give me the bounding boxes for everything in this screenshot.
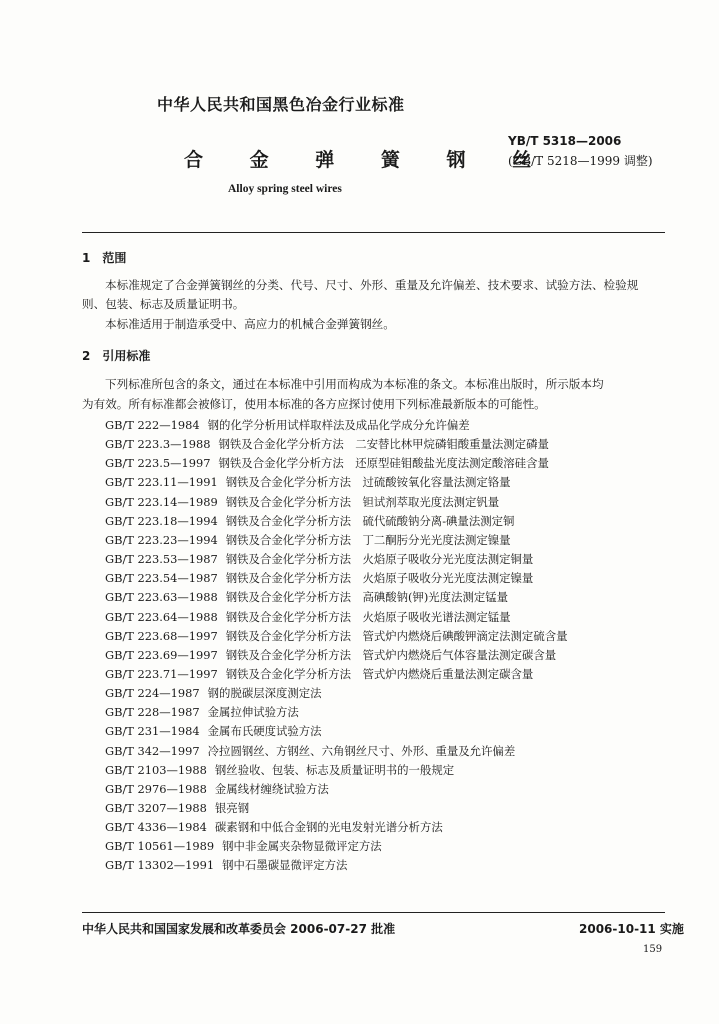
reference-title: 钢铁及合金化学分析方法 火焰原子吸收光谱法测定锰量 [225, 609, 511, 624]
reference-item [105, 589, 508, 607]
reference-code: GB/T 4336—1984 [105, 820, 207, 835]
reference-title: 钢铁及合金化学分析方法 火焰原子吸收分光光度法测定铜量 [225, 552, 534, 567]
reference-item [105, 800, 249, 818]
section-1-paragraph-line: 本标准规定了合金弹簧钢丝的分类、代号、尺寸、外形、重量及允许偏差、技术要求、试验方法、检验规 [105, 278, 639, 292]
reference-code: GB/T 223.3—1988 [105, 437, 211, 452]
page-number: 159 [643, 944, 663, 955]
reference-title: 钢铁及合金化学分析方法 管式炉内燃烧后重量法测定碳含量 [225, 666, 534, 681]
reference-item [105, 551, 533, 569]
reference-item [105, 474, 511, 492]
reference-item [105, 628, 568, 646]
reference-code: GB/T 2976—1988 [105, 781, 207, 796]
reference-title: 钢铁及合金化学分析方法 钽试剂萃取光度法测定钒量 [225, 494, 500, 509]
reference-title: 碳素钢和中低合金钢的光电发射光谱分析方法 [214, 820, 443, 835]
reference-title: 钢铁及合金化学分析方法 管式炉内燃烧后碘酸钾滴定法测定硫含量 [225, 628, 568, 643]
reference-item [105, 609, 511, 627]
reference-code: GB/T 223.18—1994 [105, 513, 218, 528]
section-2-heading: 2 引用标准 [82, 349, 151, 363]
industry-standard-heading: 中华人民共和国黑色冶金行业标准 [157, 95, 405, 114]
reference-code: GB/T 223.69—1997 [105, 647, 218, 662]
header-rule [82, 232, 665, 233]
reference-code: GB/T 228—1987 [105, 705, 200, 720]
reference-item [105, 532, 511, 550]
reference-item [105, 455, 549, 473]
reference-item [105, 685, 322, 703]
reference-title: 银亮钢 [214, 801, 250, 815]
reference-title: 钢铁及合金化学分析方法 火焰原子吸收分光光度法测定镍量 [225, 571, 534, 586]
section-2-paragraph-line: 下列标准所包含的条文，通过在本标准中引用而构成为本标准的条文。本标准出版时，所示版本均 [105, 377, 604, 391]
reference-title: 钢铁及合金化学分析方法 高碘酸钠(钾)光度法测定锰量 [225, 590, 509, 605]
reference-item [105, 743, 515, 761]
reference-code: GB/T 223.5—1997 [105, 456, 211, 471]
reference-title: 钢铁及合金化学分析方法 管式炉内燃烧后气体容量法测定碳含量 [225, 647, 557, 662]
reference-code: GB/T 223.53—1987 [105, 552, 218, 567]
reference-title: 钢铁及合金化学分析方法 过硫酸铵氧化容量法测定铬量 [225, 475, 511, 490]
reference-title: 钢铁及合金化学分析方法 还原型硅钼酸盐光度法测定酸溶硅含量 [218, 456, 549, 471]
standard-number: YB/T 5318—2006 [508, 134, 622, 148]
reference-title: 钢铁及合金化学分析方法 二安替比林甲烷磷钼酸重量法测定磷量 [218, 437, 549, 452]
reference-item [105, 570, 533, 588]
reference-item [105, 417, 470, 435]
section-1-heading: 1 范围 [82, 251, 127, 265]
reference-item [105, 436, 549, 454]
reference-title: 冷拉圆钢丝、方钢丝、六角钢丝尺寸、外形、重量及允许偏差 [207, 743, 516, 758]
reference-code: GB/T 2103—1988 [105, 762, 207, 777]
replaced-standard: (GB/T 5218—1999 调整) [508, 154, 653, 168]
reference-title: 钢中非金属夹杂物显微评定方法 [222, 839, 382, 854]
approval-issuer: 中华人民共和国国家发展和改革委员会 2006-07-27 批准 [82, 922, 396, 936]
reference-code: GB/T 3207—1988 [105, 801, 207, 815]
reference-item [105, 494, 499, 512]
effective-date: 2006-10-11 实施 [579, 922, 684, 936]
section-2-paragraph-line: 为有效。所有标准都会被修订，使用本标准的各方应探讨使用下列标准最新版本的可能性。 [82, 397, 546, 411]
reference-title: 金属拉伸试验方法 [207, 705, 299, 720]
reference-title: 金属线材缠绕试验方法 [214, 781, 329, 796]
document-title: 合 金 弹 簧 钢 丝 [184, 149, 552, 171]
reference-code: GB/T 223.64—1988 [105, 609, 218, 624]
reference-item [105, 647, 556, 665]
reference-code: GB/T 223.68—1997 [105, 628, 218, 643]
reference-item [105, 704, 299, 722]
reference-item [105, 838, 382, 856]
reference-title: 钢的脱碳层深度测定法 [207, 686, 322, 701]
document-english-title: Alloy spring steel wires [228, 183, 342, 195]
reference-item [105, 666, 533, 684]
reference-title: 钢的化学分析用试样取样法及成品化学成分允许偏差 [207, 418, 470, 432]
reference-code: GB/T 223.54—1987 [105, 571, 218, 586]
reference-code: GB/T 10561—1989 [105, 839, 215, 854]
reference-code: GB/T 231—1984 [105, 724, 200, 739]
reference-title: 钢铁及合金化学分析方法 硫代硫酸钠分离-碘量法测定铜 [225, 513, 515, 528]
reference-code: GB/T 223.63—1988 [105, 590, 218, 605]
section-1-paragraph-line: 则、包装、标志及质量证明书。 [82, 297, 245, 311]
reference-title: 钢中石墨碳显微评定方法 [222, 858, 348, 873]
reference-code: GB/T 342—1997 [105, 743, 200, 758]
reference-item [105, 513, 514, 531]
reference-item [105, 723, 322, 741]
reference-item [105, 857, 347, 875]
reference-code: GB/T 223.71—1997 [105, 666, 218, 681]
reference-title: 钢丝验收、包装、标志及质量证明书的一般规定 [214, 762, 455, 777]
reference-code: GB/T 224—1987 [105, 686, 200, 701]
reference-title: 钢铁及合金化学分析方法 丁二酮肟分光光度法测定镍量 [225, 532, 511, 547]
reference-item [105, 762, 454, 780]
footer-rule [82, 912, 665, 913]
reference-code: GB/T 13302—1991 [105, 858, 215, 873]
reference-code: GB/T 222—1984 [105, 418, 200, 432]
reference-item [105, 781, 329, 799]
reference-code: GB/T 223.11—1991 [105, 475, 218, 490]
reference-code: GB/T 223.14—1989 [105, 494, 218, 509]
section-1-paragraph-line: 本标准适用于制造承受中、高应力的机械合金弹簧钢丝。 [105, 317, 395, 331]
reference-item [105, 819, 443, 837]
reference-title: 金属布氏硬度试验方法 [207, 724, 322, 739]
reference-code: GB/T 223.23—1994 [105, 532, 218, 547]
